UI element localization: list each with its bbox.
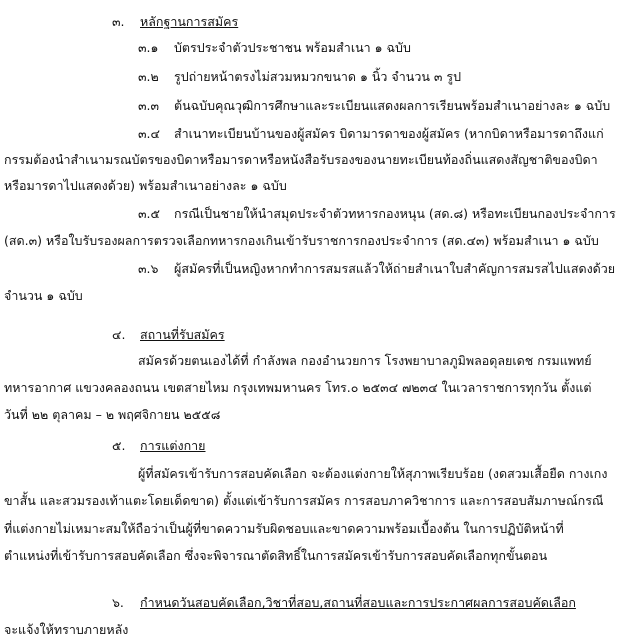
list-item [138,68,461,86]
paragraph-line: ตำแหน่งที่เข้ารับการสอบคัดเลือก ซึ่งจะพิจารณาตัดสิทธิ์ในการสมัครเข้ารับการสอบคัดเลือกทุกขั้นตอน [4,548,548,563]
item-number: ๓.๒ [138,69,159,84]
paragraph-line: ขาสั้น และสวมรองเท้าแตะโดยเด็ดขาด) ตั้งแต่เข้ารับการสมัคร การสอบภาควิชาการ และการสอบสัมภาษณ์กรณี [4,493,604,508]
list-item [138,260,615,278]
section-number: ๓. [112,14,125,29]
section-number: ๔. [112,327,126,342]
item-text: ผู้สมัครที่เป็นหญิงหากทำการสมรสแล้วให้ถ่ายสำเนาใบสำคัญการสมรสไปแสดงด้วย [174,261,616,276]
item-text: ต้นฉบับคุณวุฒิการศึกษาและระเบียนแสดงผลการเรียนพร้อมสำเนาอย่างละ ๑ ฉบับ [174,98,611,113]
section-6-heading [112,594,576,612]
item-text-continued: (สด.๓) หรือใบรับรองผลการตรวจเลือกทหารกองเกินเข้ารับราชการกองประจำการ (สด.๔๓) พร้อมสำเนา ๑ ฉบับ [4,233,599,248]
item-number: ๓.๖ [138,261,159,276]
list-item [138,97,610,115]
section-title: สถานที่รับสมัคร [140,327,225,342]
item-text-continued: หรือมารดาไปแสดงด้วย) พร้อมสำเนาอย่างละ ๑ ฉบับ [4,178,287,193]
section-title: หลักฐานการสมัคร [140,14,239,29]
paragraph-line: ผู้ที่สมัครเข้ารับการสอบคัดเลือก จะต้องแต่งกายให้สุภาพเรียบร้อย (งดสวมเสื้อยืด กางเกง [138,466,608,481]
paragraph-line: สมัครด้วยตนเองได้ที่ กำลังพล กองอำนวยการ โรงพยาบาลภูมิพลอดุลยเดช กรมแพทย์ [138,353,592,368]
item-text: กรณีเป็นชายให้นำสมุดประจำตัวทหารกองหนุน (สด.๘) หรือทะเบียนกองประจำการ [174,206,616,221]
paragraph-line: ทหารอากาศ แขวงคลองถนน เขตสายไหม กรุงเทพมหานคร โทร.๐ ๒๕๓๔ ๗๒๓๔ ในเวลาราชการทุกวัน ตั้งแต่ [4,380,592,395]
section-3-heading [112,13,238,31]
item-text: บัตรประจำตัวประชาชน พร้อมสำเนา ๑ ฉบับ [174,40,411,55]
paragraph-line: จะแจ้งให้ทราบภายหลัง [4,622,129,637]
item-text: สำเนาทะเบียนบ้านของผู้สมัคร บิดามารดาของผู้สมัคร (หากบิดาหรือมารดาถึงแก่ [174,126,604,141]
item-number: ๓.๓ [138,98,160,113]
item-text: รูปถ่ายหน้าตรงไม่สวมหมวกขนาด ๑ นิ้ว จำนวน ๓ รูป [174,69,462,84]
list-item [138,125,604,143]
list-item [138,205,616,223]
list-item [138,39,411,57]
paragraph-line: วันที่ ๒๒ ตุลาคม – ๒ พฤศจิกายน ๒๕๕๘ [4,407,221,422]
section-number: ๕. [112,438,126,453]
section-title: กำหนดวันสอบคัดเลือก,วิชาที่สอบ,สถานที่สอบและการประกาศผลการสอบคัดเลือก [140,595,576,610]
item-text-continued: จำนวน ๑ ฉบับ [4,288,83,303]
paragraph-line: ที่แต่งกายไม่เหมาะสมให้ถือว่าเป็นผู้ที่ขาดความรับผิดชอบและขาดความพร้อมเบื้องต้น ในการปฏิบัติหน้าที่ [4,521,564,536]
item-number: ๓.๑ [138,40,159,55]
item-text-continued: กรรมต้องนำสำเนามรณบัตรของบิดาหรือมารดาหรือหนังสือรับรองของนายทะเบียนท้องถิ่นแสดงสัญชาติของบิดา [4,152,598,167]
item-number: ๓.๔ [138,126,160,141]
item-number: ๓.๕ [138,206,160,221]
section-4-heading [112,326,225,344]
section-title: การแต่งกาย [140,438,206,453]
section-number: ๖. [112,595,124,610]
section-5-heading [112,437,206,455]
